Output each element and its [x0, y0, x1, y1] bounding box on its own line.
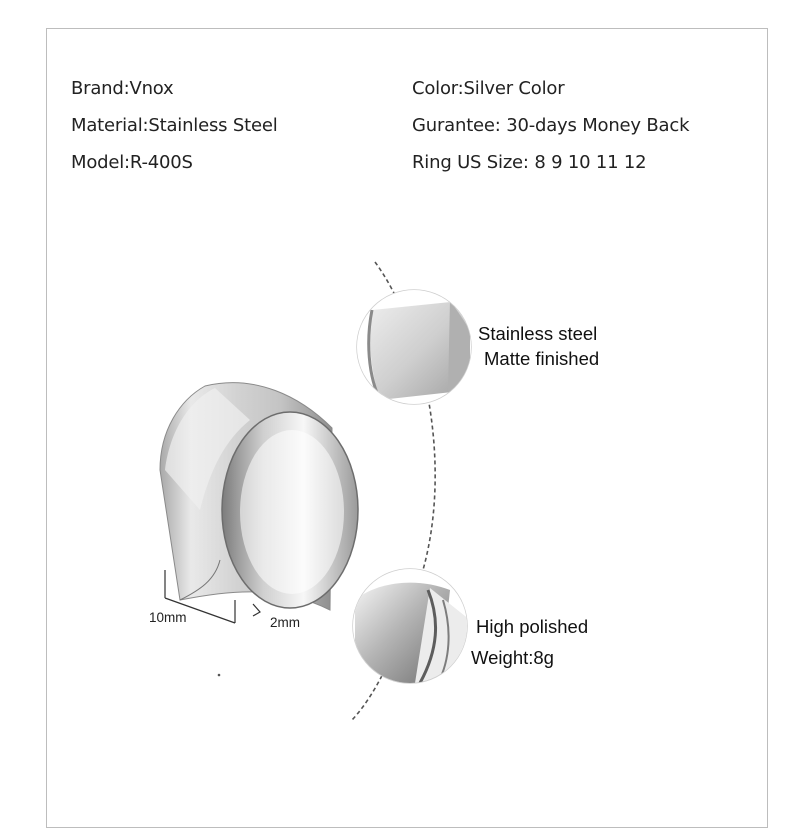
polished-callout-line1: High polished [476, 616, 589, 637]
spec-guarantee: Gurantee: 30-days Money Back [412, 115, 690, 136]
matte-callout-line2: Matte finished [484, 348, 600, 369]
width-label: 10mm [149, 610, 187, 625]
spec-color: Color:Silver Color [412, 78, 565, 99]
spec-model: Model:R-400S [71, 152, 193, 173]
thickness-dimension-line [253, 604, 260, 616]
polished-detail-circle [353, 569, 470, 683]
spec-brand: Brand:Vnox [71, 78, 174, 99]
speck [218, 674, 221, 677]
matte-detail-circle [357, 290, 471, 404]
spec-material: Material:Stainless Steel [71, 115, 278, 136]
ring-image [160, 383, 358, 610]
thickness-label: 2mm [270, 615, 300, 630]
weight-callout: Weight:8g [471, 647, 554, 668]
spec-ring-size: Ring US Size: 8 9 10 11 12 [412, 152, 647, 173]
matte-callout-line1: Stainless steel [478, 323, 598, 344]
